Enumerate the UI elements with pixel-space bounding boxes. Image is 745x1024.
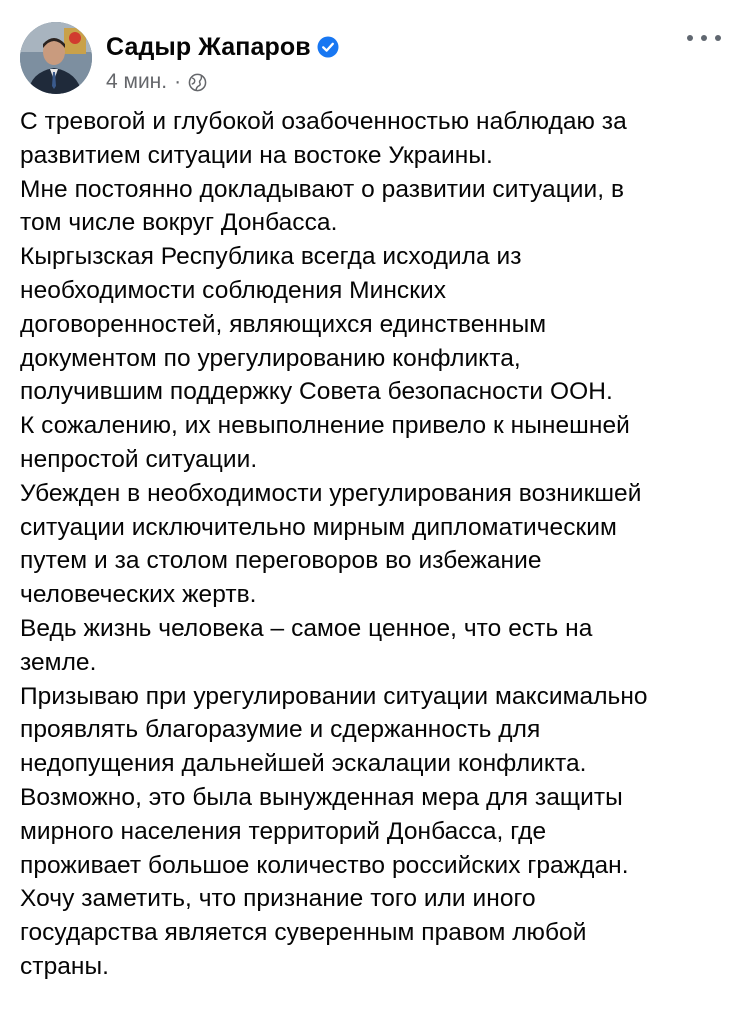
post-text-line: С тревогой и глубокой озабоченностью наблюдаю за [20, 108, 627, 135]
post-text-line: проявлять благоразумие и сдержанность для [20, 716, 541, 744]
more-dot [701, 35, 707, 41]
post-text-line: получившим поддержку Совета безопасности ООН. [20, 378, 613, 406]
post-text-line: недопущения дальнейшей эскалации конфликта. [20, 750, 587, 778]
post-text-line: Возможно, это была вынужденная мера для защиты [20, 783, 623, 811]
author-name[interactable]: Садыр Жапаров [106, 32, 311, 61]
post-meta [106, 70, 339, 94]
more-options-icon[interactable] [687, 28, 721, 48]
post-text-line: человеческих жертв. [20, 581, 257, 609]
post-text-line: ситуации исключительно мирным дипломатическим [20, 513, 617, 541]
author-row [106, 32, 339, 62]
post-text [20, 105, 735, 984]
post-text-line: государства является суверенным правом любой [20, 919, 587, 947]
post-header [20, 22, 725, 96]
meta-separator: · [174, 70, 182, 93]
post-text-line: страны. [20, 952, 110, 980]
post-text-line: том числе вокруг Донбасса. [20, 209, 338, 237]
post-text-line: проживает большое количество российских граждан. [20, 851, 629, 879]
post-text-line: Хочу заметить, что признание того или иного [20, 885, 536, 913]
post-text-line: документом по урегулированию конфликта, [20, 344, 521, 372]
globe-icon[interactable] [188, 73, 207, 92]
post-text-line: К сожалению, их невыполнение привело к нынешней [20, 412, 630, 440]
verified-badge-icon [317, 36, 339, 58]
author-block [106, 32, 339, 94]
post-text-line: Ведь жизнь человека – самое ценное, что есть на [20, 614, 593, 642]
more-dot [687, 35, 693, 41]
post-text-line: непростой ситуации. [20, 445, 258, 473]
post-text-line: мирного населения территорий Донбасса, где [20, 817, 547, 845]
post-text-line: Кыргызская Республика всегда исходила из [20, 243, 522, 271]
post-text-line: необходимости соблюдения Минских [20, 276, 447, 304]
post-text-line: Убежден в необходимости урегулирования возникшей [20, 479, 642, 507]
person-avatar-icon[interactable] [20, 22, 92, 94]
post-text-line: развитием ситуации на востоке Украины. [20, 141, 493, 169]
post-text-line: путем и за столом переговоров во избежание [20, 547, 542, 575]
post-text-line: Призываю при урегулировании ситуации максимально [20, 682, 648, 710]
post-text-line: Мне постоянно докладывают о развитии ситуации, в [20, 175, 625, 203]
post-text-line: договоренностей, являющихся единственным [20, 310, 547, 338]
more-dot [715, 35, 721, 41]
post-text-line: земле. [20, 648, 97, 676]
post-timestamp[interactable]: 4 мин. [106, 70, 168, 93]
